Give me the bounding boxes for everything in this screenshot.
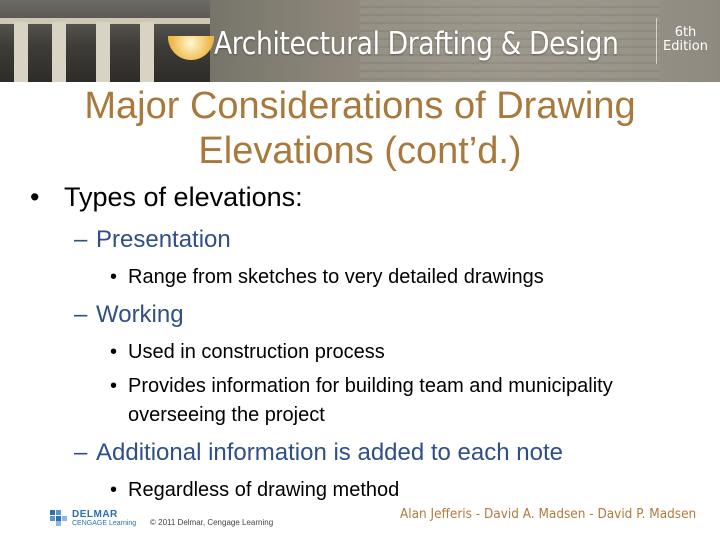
- copyright-text: © 2011 Delmar, Cengage Learning: [150, 518, 274, 527]
- authors-text: Alan Jefferis - David A. Madsen - David P. Madsen: [400, 507, 697, 522]
- bullet-level3: • Provides information for building team and municipality overseeing the project: [110, 372, 648, 430]
- delmar-logo-icon: [50, 510, 68, 526]
- bullet-level2: – Additional information is added to each note: [74, 439, 563, 466]
- bullet-level3: • Regardless of drawing method: [110, 479, 400, 501]
- bullet-level3: • Range from sketches to very detailed drawings: [110, 266, 544, 288]
- logo-brand: DELMAR: [72, 509, 118, 520]
- edition-number: 6th: [674, 25, 697, 40]
- book-title: Architectural Drafting & Design: [214, 26, 619, 62]
- bullet-text: Provides information for building team and municipality overseeing the project: [128, 375, 613, 426]
- publisher-logo: [50, 508, 160, 530]
- slide-title: Major Considerations of Drawing Elevations (cont’d.): [84, 85, 636, 172]
- bullet-text: Working: [96, 301, 184, 328]
- bullet-level3: • Used in construction process: [110, 341, 385, 363]
- edition-word: Edition: [663, 39, 708, 54]
- bullet-text: Used in construction process: [128, 341, 385, 363]
- bullet-level2: – Working: [74, 301, 184, 328]
- bullet-text: Types of elevations:: [64, 182, 303, 212]
- bullet-text: Regardless of drawing method: [128, 479, 400, 501]
- logo-subtitle: CENGAGE Learning: [72, 520, 137, 527]
- bullet-text: Additional information is added to each note: [96, 439, 563, 466]
- bullet-level2: – Presentation: [74, 226, 231, 253]
- bullet-level1: • Types of elevations:: [30, 182, 303, 212]
- bullet-text: Presentation: [96, 226, 231, 253]
- bullet-text: Range from sketches to very detailed drawings: [128, 266, 544, 288]
